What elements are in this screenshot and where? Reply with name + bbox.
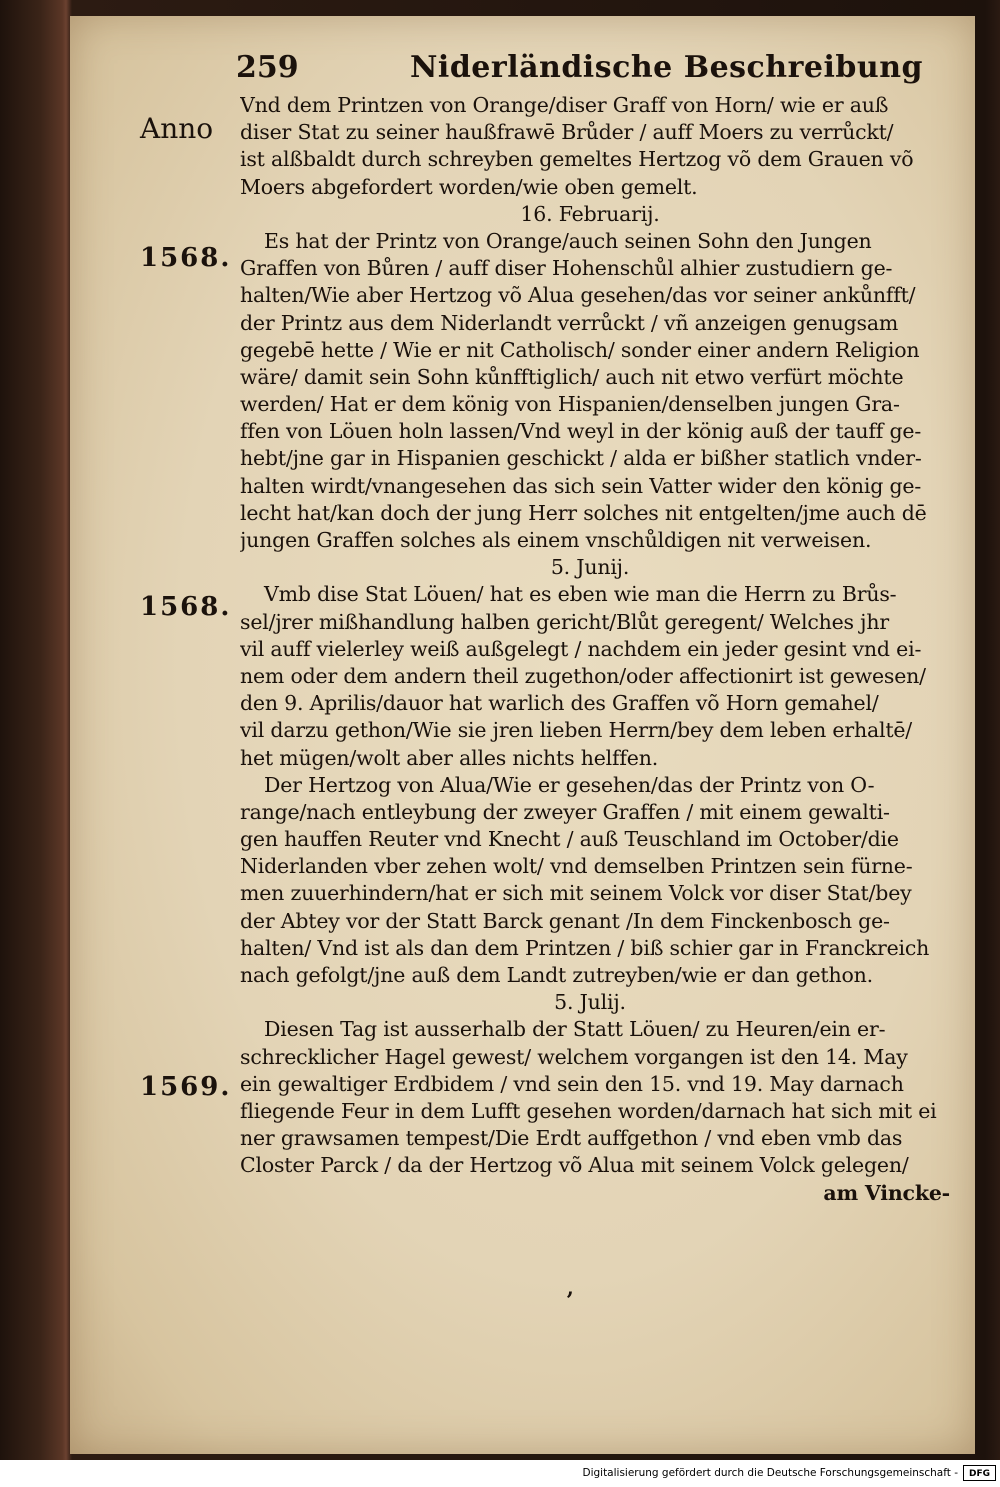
body-text: [240, 92, 960, 1207]
text-line: ffen von Löuen holn lassen/Vnd weyl in der könig auß der tauff ge-: [240, 419, 922, 444]
footer-bar: [0, 1460, 1000, 1487]
text-line: ist alßbaldt durch schreyben gemeltes Hertzog võ dem Grauen võ: [240, 147, 914, 172]
text-line: Moers abgefordert worden/wie oben gemelt.: [240, 174, 698, 199]
text-line: Niderlanden vber zehen wolt/ vnd demselben Printzen sein fürne-: [240, 854, 913, 879]
text-line: den 9. Aprilis/dauor hat warlich des Graffen võ Horn gemahel/: [240, 691, 879, 716]
date-heading: 16. Februarij.: [520, 201, 660, 226]
text-line: ner grawsamen tempest/Die Erdt auffgethon / vnd eben vmb das: [240, 1126, 903, 1151]
text-line: gen hauffen Reuter vnd Knecht / auß Teuschland im October/die: [240, 827, 899, 852]
date-heading: 5. Julij.: [554, 990, 626, 1015]
text-line: Graffen von Bůren / auff diser Hohenschůl alhier zustudiern ge-: [240, 256, 893, 281]
text-line: halten/ Vnd ist als dan dem Printzen / biß schier gar in Franckreich: [240, 935, 930, 960]
text-line: gegebē hette / Wie er nit Catholisch/ sonder einer andern Religion: [240, 337, 920, 362]
text-line: nach gefolgt/jne auß dem Landt zutreyben/wie er dan gethon.: [240, 963, 873, 987]
text-line: diser Stat zu seiner haußfrawē Brůder / auff Moers zu verrůckt/: [240, 120, 894, 145]
text-line: ein gewaltiger Erdbidem / vnd sein den 15. vnd 19. May darnach: [240, 1071, 904, 1096]
text-line: men zuuerhindern/hat er sich mit seinem Volck vor diser Stat/bey: [240, 881, 912, 906]
text-line: halten/Wie aber Hertzog võ Alua gesehen/das vor seiner ankůnfft/: [240, 283, 916, 308]
running-title: Niderländische Beschreibung: [410, 50, 923, 85]
margin-note-anno: Anno: [140, 112, 214, 145]
text-line: halten wirdt/vnangesehen das sich sein Vatter wider den könig ge-: [240, 473, 922, 498]
text-line: hebt/jne gar in Hispanien geschickt / alda er bißher statlich vnder-: [240, 446, 922, 471]
text-line: Vmb dise Stat Löuen/ hat es eben wie man die Herrn zu Brůs-: [264, 582, 897, 607]
text-line: Es hat der Printz von Orange/auch seinen Sohn den Jungen: [264, 228, 872, 253]
signature-mark: ’: [566, 1288, 574, 1314]
text-line: lecht hat/kan doch der jung Herr solches nit entgelten/jme auch dē: [240, 500, 927, 525]
date-heading: 5. Junij.: [550, 555, 630, 580]
text-line: nem oder dem andern theil zugethon/oder affectionirt ist gewesen/: [240, 663, 926, 688]
text-line: vil darzu gethon/Wie sie jren lieben Herrn/bey dem leben erhaltē/: [240, 718, 913, 743]
page-header: [170, 50, 930, 90]
text-line: Diesen Tag ist ausserhalb der Statt Löuen/ zu Heuren/ein er-: [264, 1017, 886, 1042]
text-line: der Printz aus dem Niderlandt verrůckt / vñ anzeigen genugsam: [240, 310, 899, 335]
text-line: Der Hertzog von Alua/Wie er gesehen/das der Printz von O-: [264, 772, 875, 797]
text-line: wäre/ damit sein Sohn kůnfftiglich/ auch nit etwo verfürt möchte: [240, 364, 904, 389]
text-line: fliegende Feur in dem Lufft gesehen worden/darnach hat sich mit ei: [240, 1098, 937, 1123]
text-line: werden/ Hat er dem könig von Hispanien/denselben jungen Gra-: [240, 392, 900, 417]
catchword: am Vincke-: [823, 1180, 950, 1205]
text-line: sel/jrer mißhandlung halben gericht/Blůt geregent/ Welches jhr: [240, 609, 889, 634]
text-line: der Abtey vor der Statt Barck genant /In dem Finckenbosch ge-: [240, 908, 890, 933]
text-line: het mügen/wolt aber alles nichts helffen.: [240, 745, 659, 770]
text-line: jungen Graffen solches als einem vnschůldigen nit verweisen.: [240, 528, 872, 552]
text-line: schrecklicher Hagel gewest/ welchem vorgangen ist den 14. May: [240, 1044, 908, 1069]
margin-note-year: 1568.: [140, 243, 232, 273]
dfg-logo-icon[interactable]: DFG: [963, 1465, 996, 1481]
margin-note-year: 1569.: [140, 1072, 232, 1102]
margin-note-year: 1568.: [140, 592, 232, 622]
text-line: range/nach entleybung der zweyer Graffen / mit einem gewalti-: [240, 799, 890, 824]
footer-credit: Digitalisierung gefördert durch die Deutsche Forschungsgemeinschaft -: [582, 1467, 958, 1479]
text-line: vil auff vielerley weiß außgelegt / nachdem ein jeder gesint vnd ei-: [240, 636, 922, 661]
page-number: 259: [236, 50, 299, 85]
text-line: Closter Parck / da der Hertzog võ Alua mit seinem Volck gelegen/: [240, 1153, 909, 1178]
text-line: Vnd dem Printzen von Orange/diser Graff von Horn/ wie er auß: [240, 93, 889, 117]
